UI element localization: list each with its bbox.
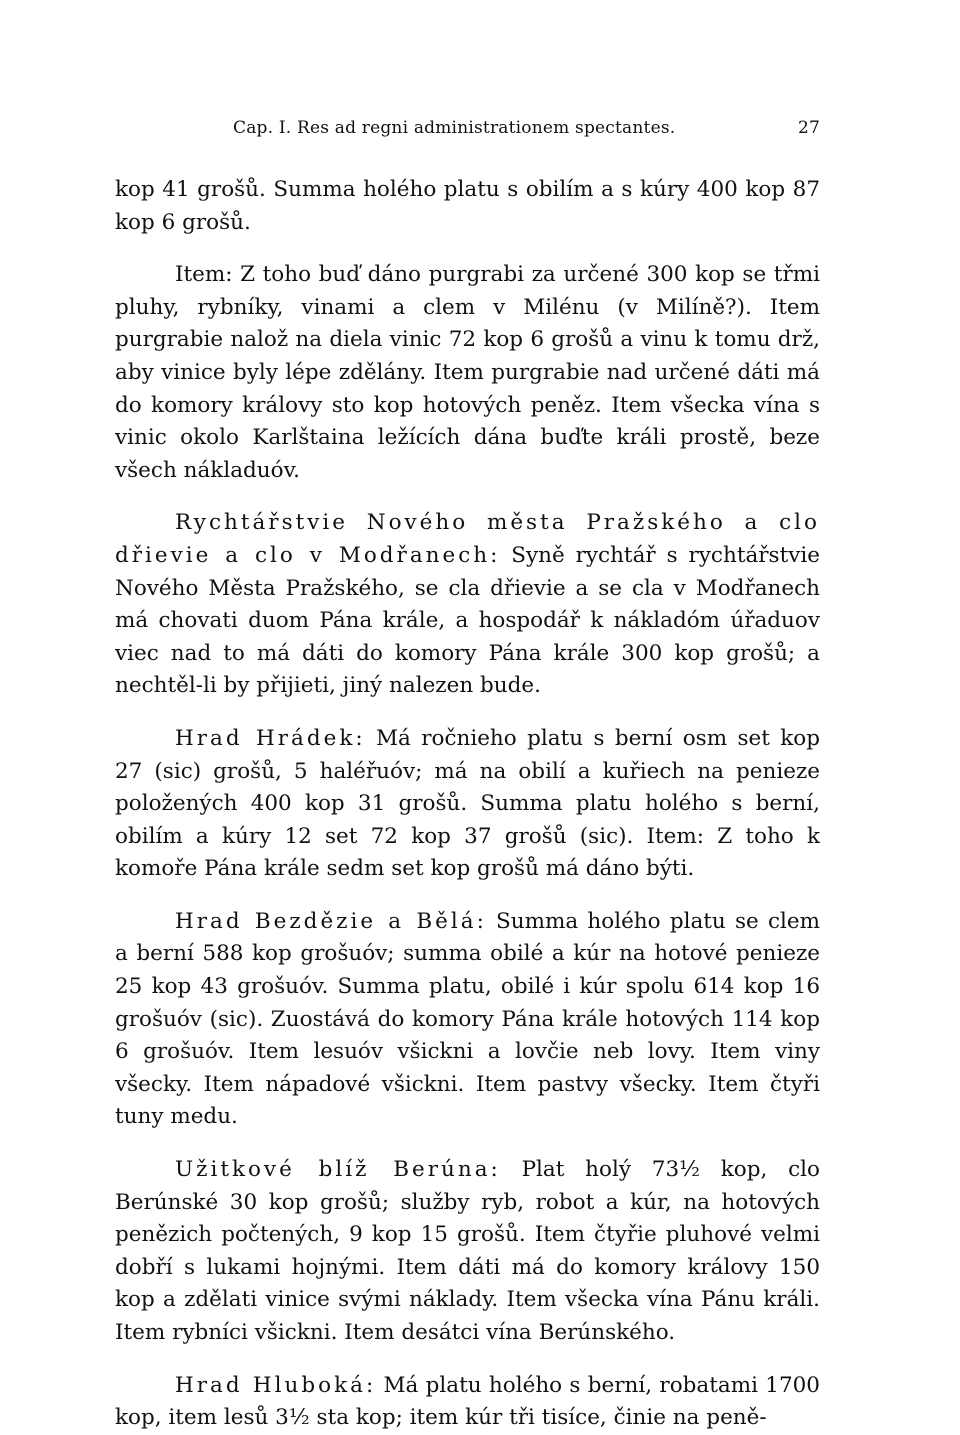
section-heading: Hrad Hluboká: — [175, 1372, 377, 1398]
paragraph-hluboka — [115, 1370, 820, 1435]
book-page — [115, 118, 820, 1435]
paragraph-continuation — [115, 174, 820, 239]
paragraph-text: kop 41 grošů. Summa holého platu s obilím a s kúry 400 kop 87 kop 6 grošů. — [115, 177, 820, 235]
section-heading: Hrad Bezdězie a Bělá: — [175, 908, 487, 934]
paragraph-text: Item: Z toho buď dáno purgrabi za určené 300 kop se třmi pluhy, rybníky, vinami a clem v Milénu (v Milíně?). Item purgrabie nalož na diela vinic 72 kop 6 grošů a vinu k tomu drž, aby vinice byly lépe zdělány. Item purgrabie nad určené dáti má do komory královy sto kop hotových peněz. Item všecka vína s vinic okolo Karlštaina ležících dána buďte králi prostě, beze všech nákladuóv. — [115, 262, 820, 483]
paragraph-bezdezi — [115, 906, 820, 1134]
page-header — [115, 118, 820, 148]
paragraph-text: Syně rychtář s rychtářstvie Nového Města Pražského, se cla dřievie a se cla v Modřanech má chovati duom Pána krále, a hospodář k nákladóm úřaduov viec nad to má dáti do komory Pána krále 300 kop grošů; a nechtěl-li by přijieti, jiný nalezen bude. — [115, 542, 820, 699]
section-heading: Rychtářstvie Nového města Pražského a clo dřievie a clo v Modřanech: — [115, 510, 820, 568]
paragraph-text: Má platu holého s berní, robatami 1700 kop, item lesů 3½ sta kop; item kúr tři tisíce, činie na peně- — [115, 1372, 820, 1431]
body-text — [115, 174, 820, 1435]
section-heading: Hrad Hrádek: — [175, 725, 366, 751]
page-number: 27 — [797, 118, 820, 138]
paragraph-beroun — [115, 1154, 820, 1350]
paragraph-text: Má ročnieho platu s berní osm set kop 27 (sic) grošů, 5 haléřuóv; má na obilí a kuřiech na penieze položených 400 kop 31 grošů. Summa platu holého s berní, obilím a kúry 12 set 72 kop 37 grošů (sic). Item: Z toho k komoře Pána krále sedm set kop grošů má dáno býti. — [115, 725, 821, 882]
paragraph-karlstejn-items — [115, 259, 820, 487]
paragraph-text: Plat holý 73½ kop, clo Berúnské 30 kop grošů; služby ryb, robot a kúr, na hotových penězich počtených, 9 kop 15 grošů. Item čtyřie pluhové velmi dobří s lukami hojnými. Item dáti má do komory královy 150 kop a zdělati vinice svými náklady. Item všecka vína Pánu králi. Item rybníci všickni. Item desátci vína Berúnského. — [115, 1157, 820, 1345]
paragraph-hradek — [115, 723, 820, 886]
running-title: Cap. I. Res ad regni administrationem spectantes. — [233, 118, 676, 138]
section-heading: Užitkové blíž Berúna: — [175, 1157, 501, 1183]
paragraph-text: Summa holého platu se clem a berní 588 kop grošuóv; summa obilé a kúr na hotové penieze 25 kop 43 grošuóv. Summa platu, obilé i kúr spolu 614 kop 16 grošuóv (sic). Zuostává do komory Pána krále hotových 114 kop 6 grošuóv. Item lesuóv všickni a lovčie neb lovy. Item viny všecky. Item nápadové všickni. Item pastvy všecky. Item čtyři tuny medu. — [115, 908, 820, 1130]
paragraph-rychtarstvie — [115, 507, 820, 703]
